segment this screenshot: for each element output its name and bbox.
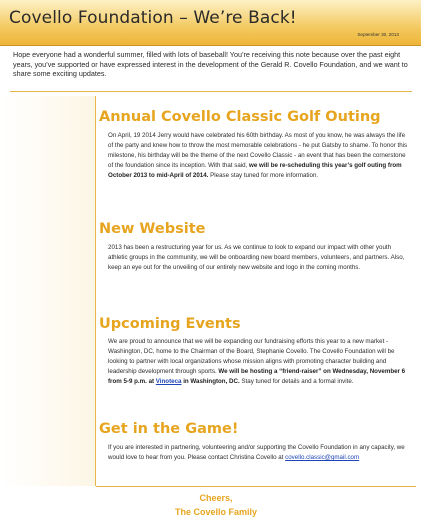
events-bold-text: We will be hosting a “friend-raiser” on Wednesday, November 6 from 5-9 p.m. at — [108, 368, 406, 385]
newsletter-date: September 30, 2013 — [357, 32, 399, 37]
section-body-new-website: 2013 has been a restructuring year for us. As we continue to look to expand our impact with other youth athletic groups in the community, we will be onboarding new board members, volunteers, and partners. Also, keep an eye out for the unveiling of our entirely new website and logo in the coming months. — [108, 244, 405, 271]
left-sidebar-panel — [0, 96, 96, 486]
section-heading-new-website: New Website — [99, 221, 206, 237]
game-body-text: If you are interested in partnering, volunteering and/or supporting the Covello Foundation in any capacity, we would love to hear from you. Please contact Christina Covello at — [108, 444, 405, 461]
closing-cheers: Cheers, — [199, 493, 233, 503]
section-heading-golf-outing: Annual Covello Classic Golf Outing — [99, 109, 381, 125]
section-body-upcoming-events — [108, 337, 411, 387]
events-bold-location: in Washington, DC. — [181, 378, 240, 385]
section-heading-upcoming-events: Upcoming Events — [99, 316, 241, 332]
section-body-golf-outing — [108, 131, 411, 181]
events-body-text: We are proud to announce that we will be expanding our fundraising efforts this year to a new market - Washington, DC, home to the Chairman of the Board, Stephanie Covello. The Covello Foundation will be looking to partner with local organizations whose mission aligns with promoting character building and leadership development through sports. — [108, 338, 395, 375]
golf-body-text: On April, 19 2014 Jerry would have celebrated his 60th birthday. As most of you know, he was always the life of the party and knew how to throw the most memorable celebrations - he put Gatsby to shame. To honor this milestone, his birthday will be the theme of the next Covello Classic - an event that has been the cornerstone of the foundation since its inception. With that said, — [108, 132, 408, 169]
vinoteca-link[interactable]: Vinoteca — [155, 378, 182, 385]
section-body-get-in-the-game — [108, 443, 411, 463]
golf-reschedule-note: we will be re-scheduling this year’s golf outing from October 2013 to mid-April of 2014. — [108, 162, 402, 179]
footer-divider — [96, 486, 416, 487]
section-heading-get-in-the-game: Get in the Game! — [99, 421, 239, 437]
closing-signature: The Covello Family — [174, 507, 258, 517]
golf-tail-text: Please stay tuned for more information. — [208, 172, 319, 179]
intro-paragraph: Hope everyone had a wonderful summer, filled with lots of baseball! You’re receiving this note because over the past eight years, you’ve supported or have expressed interest in the development of the Gerald R. Covello Foundation, and we want to share some exciting updates. — [10, 50, 412, 92]
header-banner — [0, 0, 421, 46]
contact-email-link[interactable]: covello.classic@gmail.com — [285, 454, 360, 461]
events-tail-text: Stay tuned for details and a formal invite. — [239, 378, 354, 385]
newsletter-title: Covello Foundation – We’re Back! — [9, 8, 297, 28]
